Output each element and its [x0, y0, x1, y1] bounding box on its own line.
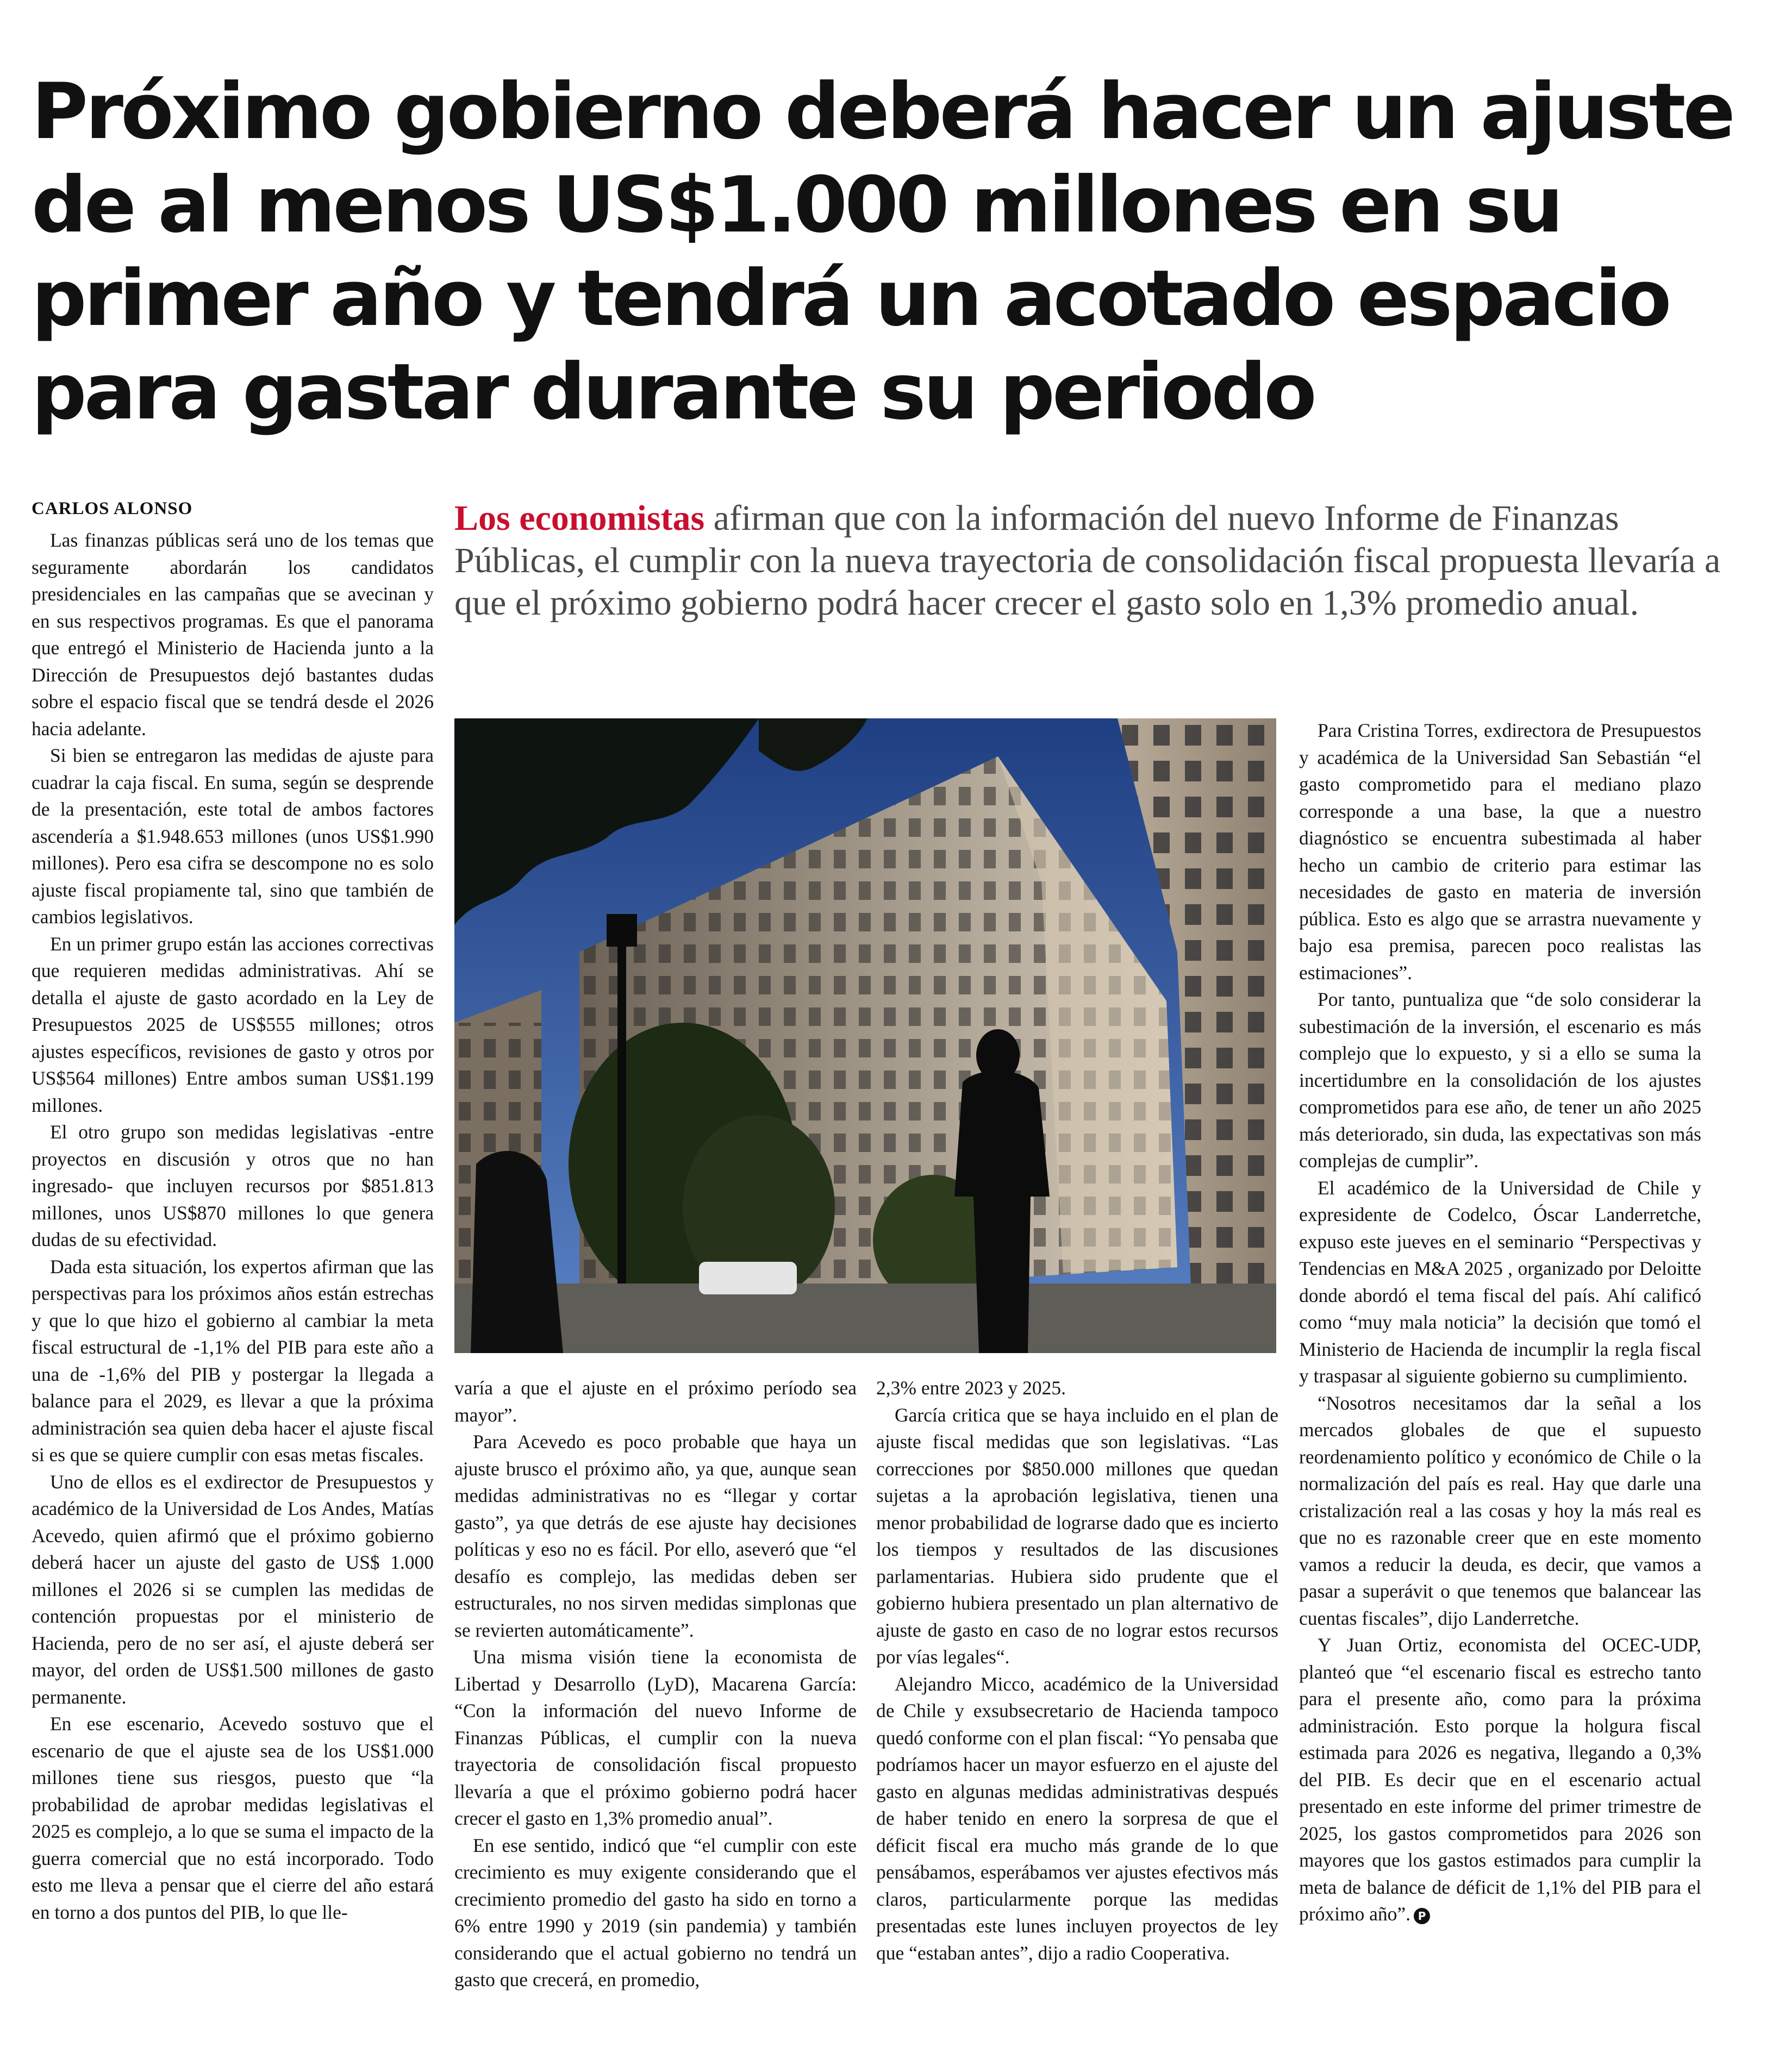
lead-text: afirman que con la información del nuevo Informe de Finanzas Públicas, el cumplir con la nueva trayectoria de consolidación fiscal propuesta llevaría a que el próximo gobierno podrá hacer crecer el gasto solo en 1,3% promedio anual.: [454, 498, 1721, 623]
paragraph: En ese sentido, indicó que “el cumplir con este crecimiento es muy exigente considerando que el crecimiento promedio del gasto ha sido en torno a 6% entre 1990 y 2019 (sin pandemia) y también considerando que el actual gobierno no tendrá un gasto que crecerá, en promedio,: [454, 1834, 857, 1990]
paragraph: Uno de ellos es el exdirector de Presupuestos y académico de la Universidad de Los Andes, Matías Acevedo, quien afirmó que el próximo gobierno deberá hacer un ajuste del gasto de US$ 1.000 millones el 2026 si se cumplen las medidas de contención propuestas por el ministerio de Hacienda, pero de no ser así, el ajuste deberá ser mayor, del orden de US$1.500 millones de gasto permanente.: [32, 1470, 434, 1708]
paragraph: El académico de la Universidad de Chile y expresidente de Codelco, Óscar Landerretche, expuso este jueves en el seminario “Perspectivas y Tendencias en M&A 2025 , organizado por Deloitte donde abordó el tema fiscal del país. Ahí calificó como “muy mala noticia” la decisión que tomó el Ministerio de Hacienda de incumplir la regla fiscal y traspasar al siguiente gobierno su cumplimiento.: [1299, 1176, 1701, 1387]
paragraph: 2,3% entre 2023 y 2025.: [876, 1377, 1066, 1399]
paragraph: Dada esta situación, los expertos afirman que las perspectivas para los próximos años están estrechas y que lo que hizo el gobierno al cambiar la meta fiscal estructural de -1,1% del PIB para este año a una de -1,6% del PIB y postergar la llegada a balance para el 2029, es llevar a que la próxima administración sea quien deba hacer el ajuste fiscal si es que se quiere cumplir con esas metas fiscales.: [32, 1255, 434, 1466]
article-column-1: [32, 527, 434, 2049]
lead-paragraph: [454, 497, 1753, 624]
paragraph: Si bien se entregaron las medidas de ajuste para cuadrar la caja fiscal. En suma, según se desprende de la presentación, este total de ambos factores ascendería a $1.948.653 millones (unos US$1.990 millones). Pero esa cifra se descompone no es solo ajuste fiscal propiamente tal, sino que también de cambios legislativos.: [32, 744, 434, 928]
paragraph: varía a que el ajuste en el próximo período sea mayor”.: [454, 1377, 857, 1426]
paragraph: Una misma visión tiene la economista de Libertad y Desarrollo (LyD), Macarena García: “Con la información del nuevo Informe de Finanzas Públicas, el cumplir con la nueva trayectoria de consolidación fiscal propuesto llevaría a que el próximo gobierno podrá hacer crecer el gasto en 1,3% promedio anual”.: [454, 1646, 857, 1829]
lead-accent: Los economistas: [454, 498, 705, 538]
article-column-3: [876, 1375, 1278, 2049]
paragraph: El otro grupo son medidas legislativas -entre proyectos en discusión y otros que no han ingresado- que incluyen recursos por $851.813 millones, unos US$870 millones lo que genera dudas de su efectividad.: [32, 1121, 434, 1250]
paragraph: [1299, 1632, 1701, 1928]
headline: Próximo gobierno deberá hacer un ajuste de al menos US$1.000 millones en su primer año y tendrá un acotado espacio para gastar durante su periodo: [32, 67, 1733, 437]
paragraph: Para Cristina Torres, exdirectora de Presupuestos y académica de la Universidad San Sebastián “el gasto comprometido para el mediano plazo corresponde a una base, la que a nuestro diagnóstico se encuentra subestimada al haber hecho un cambio de criterio para estimar las necesidades de gasto en materia de inversión pública. Esto es algo que se arrastra nuevamente y bajo esa premisa, parecen poco realistas las estimaciones”.: [1299, 719, 1701, 984]
article-column-4: [1299, 717, 1701, 2049]
paragraph: En ese escenario, Acevedo sostuvo que el escenario de que el ajuste sea de los US$1.000 millones tiene sus riesgos, puesto que “la probabilidad de aprobar medidas legislativas el 2025 es complejo, a lo que se suma el impacto de la guerra comercial que no está incorporado. Todo esto me lleva a pensar que el cierre del año estará en torno a dos puntos del PIB, lo que lle-: [32, 1713, 434, 1923]
paragraph: Alejandro Micco, académico de la Universidad de Chile y exsubsecretario de Hacienda tampoco quedó conforme con el plan fiscal: “Yo pensaba que podríamos hacer un mayor esfuerzo en el ajuste del gasto en algunas medidas administrativas después de haber tenido en enero la sorpresa de que el déficit fiscal era mucho más grande de lo que pensábamos, esperábamos ver ajustes efectivos más claros, particularmente porque las medidas presentadas este lunes incluyen proyectos de ley que “estaban antes”, dijo a radio Cooperativa.: [876, 1673, 1278, 1964]
paragraph: En un primer grupo están las acciones correctivas que requieren medidas administrativas. Ahí se detalla el ajuste de gasto acordado en la Ley de Presupuestos 2025 de US$555 millones; otros ajustes específicos, revisiones de gasto y otros por US$564 millones) Entre ambos suman US$1.199 millones.: [32, 932, 434, 1116]
paragraph: “Nosotros necesitamos dar la señal a los mercados globales de que el supuesto reordenamiento político y económico de Chile o la normalización del país es real. Hay que darle una cristalización real a las cosas y hoy la más real es que no es razonable creer que en este momento vamos a reducir la deuda, es decir, que vamos a pasar a superávit o que tenemos que balancear las cuentas fiscales”, dijo Landerretche.: [1299, 1392, 1701, 1629]
paragraph-text: Y Juan Ortiz, economista del OCEC-UDP, planteó que “el escenario fiscal es estrecho tanto para el presente año, como para la próxima administración. Esto porque la holgura fiscal estimada para 2026 es negativa, llegando a 0,3% del PIB. Es decir que en el escenario actual presentado en este informe del primer trimestre de 2025, los gastos comprometidos para 2026 son mayores que los gastos estimados para cumplir la meta de balance de déficit de 1,1% del PIB para el próximo año”.: [1299, 1634, 1701, 1925]
paragraph: Las finanzas públicas será uno de los temas que seguramente abordarán los candidatos presidenciales en las campañas que se avecinan y en sus respectivos programas. Es que el panorama que entregó el Ministerio de Hacienda junto a la Dirección de Presupuestos dejó bastantes dudas sobre el espacio fiscal que se tendrá desde el 2026 hacia adelante.: [32, 529, 434, 740]
byline: CARLOS ALONSO: [32, 499, 193, 518]
paragraph: García critica que se haya incluido en el plan de ajuste fiscal medidas que son legislativas. “Las correcciones por $850.000 millones que quedan sujetas a la aprobación legislativa, tienen una menor probabilidad de lograrse dado que es incierto los tiempos y resultados de las discusiones parlamentarias. Hubiera sido prudente que el gobierno hubiera presentado un plan alternativo de ajuste de gasto en caso de no lograr estos recursos por vías legales“.: [876, 1404, 1278, 1668]
paragraph: Para Acevedo es poco probable que haya un ajuste brusco el próximo año, ya que, aunque sean medidas administrativas no es “llegar y cortar gasto”, ya que detrás de ese ajuste hay decisiones políticas y eso no es fácil. Por ello, aseveró que “el desafío es complejo, las medidas deben ser estructurales, no nos sirven medidas simplonas que se revierten automáticamente”.: [454, 1431, 857, 1641]
building-photo-illustration: [454, 718, 1276, 1353]
end-of-article-icon: P: [1414, 1908, 1430, 1924]
paragraph: Por tanto, puntualiza que “de solo considerar la subestimación de la inversión, el escenario es más complejo que lo expuesto, y si a ello se suma la incertidumbre en la consolidación de los ajustes comprometidos para ese año, de tener un año 2025 más deteriorado, sin duda, las expectativas son más complejas de cumplir”.: [1299, 988, 1701, 1172]
article-column-2: [454, 1375, 857, 2049]
article-photo: [454, 718, 1276, 1353]
